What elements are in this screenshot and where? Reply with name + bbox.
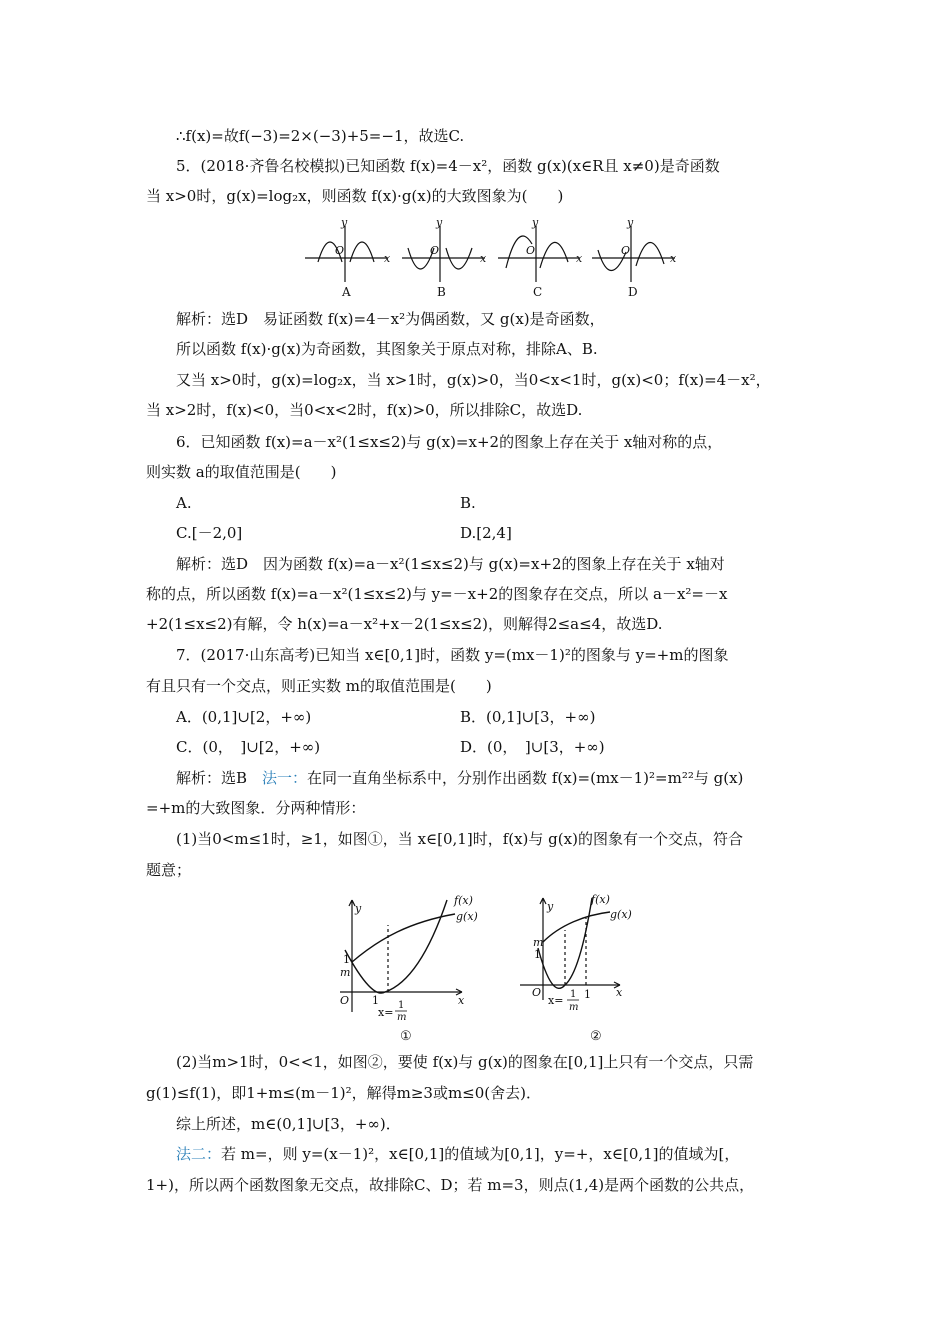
option-label-a: A [342,285,351,299]
text-line: 称的点，所以函数 f(x)=a－x²(1≤x≤2)与 y=－x+2的图象存在交点，所以 a－x²=－x [146,585,728,603]
frac-num: 1 [570,989,577,1000]
q7-figure-1 [332,888,478,1048]
x-eq-label: x= [378,1006,394,1019]
x-axis-label: x [670,252,677,265]
y-tick-1: 1 [343,953,350,966]
method-label: 法二： [176,1145,222,1163]
origin-label: O [340,994,350,1007]
option-label-d: D [628,285,638,299]
option-a: A. [176,494,192,512]
option-label-b: B [437,285,446,299]
m-label: m [340,966,351,979]
q5-graph-c [498,226,580,282]
text-line: 解析：选D 易证函数 f(x)=4－x²为偶函数，又 g(x)是奇函数， [176,310,605,328]
text-line: 综上所述，m∈(0,1]∪[3，+∞)． [176,1115,401,1133]
option-b: B. [460,494,476,512]
text-line: (2)当m>1时，0<<1，如图②，要使 f(x)与 g(x)的图象在[0,1]上只有一个交点，只需 [176,1053,754,1071]
y-axis-label: y [532,216,539,229]
text-line: =+m的大致图象．分两种情形： [146,799,366,817]
x-axis-label: x [480,252,487,265]
question-7: 7．(2017·山东高考)已知当 x∈[0,1]时，函数 y=(mx－1)²的图象与 y=+m的图象 [176,646,729,664]
x-axis-label: x [458,994,465,1007]
text-line: (1)当0<m≤1时，≥1，如图①，当 x∈[0,1]时，f(x)与 g(x)的图象有一个交点，符合 [176,830,743,848]
option-c: C．(0， ]∪[2，+∞) [176,738,321,756]
x-axis-label: x [384,252,391,265]
q5-graph-a [305,226,388,282]
f-label: f(x) [454,894,473,907]
y-axis-label: y [547,900,554,913]
g-label: g(x) [456,910,478,923]
text-line: ∴f(x)=故f(−3)=2×(−3)+5=−1，故选C. [176,127,465,145]
f-label: f(x) [591,893,610,906]
option-b: B．(0,1]∪[3，+∞) [460,708,596,726]
text-run: 若 m=，则 y=(x－1)²，x∈[0,1]的值域为[0,1]，y=+，x∈[0,1]的值域为[， [221,1145,740,1163]
x-eq-label: x= [548,994,564,1007]
y-axis-label: y [436,216,443,229]
text-line: 1+)，所以两个函数图象无交点，故排除C、D；若 m=3，则点(1,4)是两个函数的公共点， [146,1176,755,1194]
figure-caption-2: ② [590,1029,602,1044]
q5-graph-b [402,226,485,282]
y-axis-label: y [355,902,362,915]
option-label-c: C [533,285,543,299]
y-axis-label: y [627,216,634,229]
option-d: D.[2,4] [460,524,512,542]
text-line: 解析：选D 因为函数 f(x)=a－x²(1≤x≤2)与 g(x)=x+2的图象上存在关于 x轴对 [176,555,725,573]
g-label: g(x) [610,908,632,921]
text-line [176,768,743,788]
text-line: 当 x>2时，f(x)<0，当0<x<2时，f(x)>0，所以排除C，故选D. [146,401,583,419]
text-line: 所以函数 f(x)·g(x)为奇函数，其图象关于原点对称，排除A、B. [176,340,598,358]
origin-label: O [335,244,345,257]
origin-label: O [532,986,542,999]
text-line: 又当 x>0时，g(x)=log₂x，当 x>1时，g(x)>0，当0<x<1时，g(x)<0；f(x)=4－x²， [176,371,771,389]
text-line: 题意； [146,861,192,879]
text-line: 有且只有一个交点，则正实数 m的取值范围是( ) [146,677,492,695]
figure-caption-1: ① [400,1029,412,1044]
text-line [176,1144,739,1164]
m-label: m [533,936,544,949]
q5-graph-d [592,226,675,282]
y-tick-1: 1 [534,948,541,961]
frac-num: 1 [398,1000,405,1011]
frac-den: m [397,1012,407,1023]
origin-label: O [430,244,440,257]
x-tick-1: 1 [372,994,379,1007]
option-c: C.[－2,0] [176,524,243,542]
frac-den: m [569,1002,579,1013]
text-line: g(1)≤f(1)，即1+m≤(m－1)²，解得m≥3或m≤0(舍去)． [146,1084,541,1102]
option-a: A．(0,1]∪[2，+∞) [176,708,312,726]
text-run: 解析：选B [176,769,263,787]
text-line: 则实数 a的取值范围是( ) [146,463,337,481]
option-d: D．(0， ]∪[3，+∞) [460,738,605,756]
y-axis-label: y [341,216,348,229]
q5-figure [0,210,950,300]
x-axis-label: x [576,252,583,265]
origin-label: O [526,244,536,257]
question-5: 5．(2018·齐鲁名校模拟)已知函数 f(x)=4－x²，函数 g(x)(x∈R且 x≠0)是奇函数 [176,157,720,175]
text-run: 在同一直角坐标系中，分别作出函数 f(x)=(mx－1)²=m²²与 g(x) [307,769,744,787]
q7-figure-2 [515,885,645,1045]
method-label: 法一： [262,769,308,787]
x-axis-label: x [616,986,623,999]
text-line: +2(1≤x≤2)有解，令 h(x)=a－x²+x－2(1≤x≤2)，则解得2≤a≤4，故选D. [146,615,663,633]
origin-label: O [621,244,631,257]
x-tick-1: 1 [584,988,591,1001]
question-6: 6．已知函数 f(x)=a－x²(1≤x≤2)与 g(x)=x+2的图象上存在关于 x轴对称的点， [176,433,723,451]
text-line: 当 x>0时，g(x)=log₂x，则函数 f(x)·g(x)的大致图象为( ) [146,187,564,205]
